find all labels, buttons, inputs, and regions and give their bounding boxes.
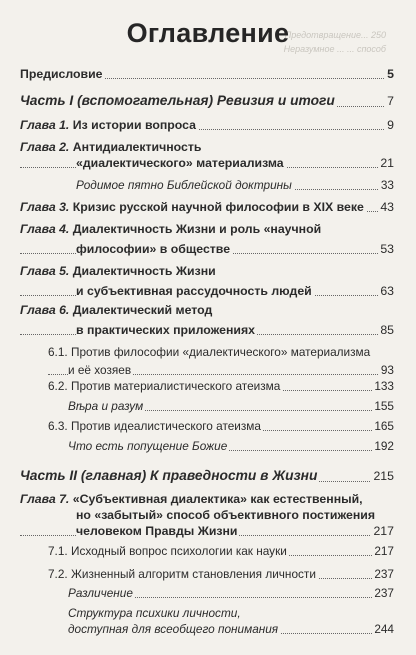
entry-title-cont: «диалектического» материализма (76, 156, 284, 170)
entry-label: 7.1. (48, 544, 68, 558)
toc-entry-subsection[interactable] (68, 438, 394, 454)
page-number: 192 (374, 439, 394, 453)
toc-entry-section-6-3[interactable] (48, 418, 394, 434)
entry-label: 6.2. (48, 379, 68, 393)
entry-title: Исходный вопрос психологии как науки (70, 544, 287, 558)
page-number: 33 (380, 178, 394, 192)
entry-title: Вѣра и разум (68, 399, 144, 413)
toc-entry-subsection[interactable] (68, 398, 394, 414)
entry-label: 6.1. (48, 345, 68, 359)
entry-title-cont: в практических приложениях (76, 323, 256, 337)
page-number: 237 (374, 567, 394, 581)
entry-title: Против материалистического атеизма (70, 379, 281, 393)
page-number: 215 (373, 469, 394, 483)
page-number: 43 (380, 200, 394, 214)
page-number: 237 (374, 586, 394, 600)
page-number: 217 (373, 524, 394, 538)
toc-entry-part-1[interactable] (20, 92, 394, 110)
entry-label: Глава 4. (20, 222, 70, 236)
entry-title: Часть I (вспомогательная) Ревизия и итоги (20, 93, 335, 108)
toc-entry-subsection[interactable] (68, 585, 394, 601)
entry-label: Глава 6. (20, 303, 70, 317)
toc-entry-chapter-4[interactable] (20, 221, 394, 257)
toc-entry-chapter-7[interactable] (20, 491, 394, 539)
entry-title-cont: доступная для всеобщего понимания (68, 622, 279, 636)
toc-entry-section-7-2[interactable] (48, 566, 394, 582)
page-number: 7 (387, 94, 394, 108)
page-number: 165 (374, 419, 394, 433)
entry-label: Глава 3. (20, 200, 70, 214)
toc-entry-section-6-2[interactable] (48, 378, 394, 394)
page-number: 9 (387, 118, 394, 132)
entry-title: Против философии «диалектического» материализма (70, 345, 371, 359)
entry-title: Кризис русской научной философии в XIX веке (72, 200, 364, 214)
entry-label: Глава 1. (20, 118, 70, 132)
entry-title: Часть II (главная) К праведности в Жизни (20, 468, 318, 483)
page-number: 155 (374, 399, 394, 413)
toc-entry-section-6-1[interactable] (48, 344, 394, 378)
entry-title: Что есть попущение Божие (68, 439, 228, 453)
page-number: 85 (380, 323, 394, 337)
toc-entry-chapter-1[interactable] (20, 117, 394, 133)
page-number: 217 (374, 544, 394, 558)
toc-entry-subsection[interactable] (68, 605, 394, 637)
toc-heading: Оглавление (126, 18, 290, 48)
entry-title-cont: но «забытый» способ объективного постижения (76, 508, 376, 522)
page-number: 21 (380, 156, 394, 170)
entry-label: 7.2. (48, 567, 68, 581)
page-number: 5 (387, 67, 394, 81)
entry-label: 6.3. (48, 419, 68, 433)
entry-title-cont: человеком Правды Жизни (76, 524, 238, 538)
page-number: 244 (374, 622, 394, 636)
entry-title: Антидиалектичность (72, 140, 202, 154)
page-number: 63 (380, 284, 394, 298)
entry-title: Диалектичность Жизни и роль «научной (72, 222, 322, 236)
page-number: 53 (380, 242, 394, 256)
entry-title: Против идеалистического атеизма (70, 419, 261, 433)
toc-entry-chapter-5[interactable] (20, 263, 394, 299)
toc-entry-part-2[interactable] (20, 467, 394, 485)
entry-title: Родимое пятно Библейской доктрины (76, 178, 292, 192)
entry-title: Из истории вопроса (72, 118, 196, 132)
entry-title-cont: философии» в обществе (76, 242, 231, 256)
bleed-through-text: Неразумное ... ... способ (283, 44, 386, 54)
entry-title: Диалектичность Жизни (72, 264, 216, 278)
entry-title: «Субъективная диалектика» как естественный, (72, 492, 363, 506)
page-number: 133 (374, 379, 394, 393)
entry-title: Различение (68, 586, 133, 600)
page-number: 93 (380, 363, 394, 377)
entry-title-cont: и субъективная рассудочность людей (76, 284, 312, 298)
toc-entry-preface[interactable] (20, 66, 394, 82)
entry-title: Жизненный алгоритм становления личности (70, 567, 316, 581)
toc-entry-chapter-2[interactable] (20, 139, 394, 171)
bleed-through-text: Предотвращение... 250 (284, 30, 386, 40)
toc-entry-section-7-1[interactable] (48, 543, 394, 559)
toc-entry-chapter-6[interactable] (20, 302, 394, 338)
entry-label: Глава 5. (20, 264, 70, 278)
entry-title-cont: и её хозяев (68, 363, 132, 377)
entry-label: Глава 2. (20, 140, 70, 154)
toc-entry-chapter-3[interactable] (20, 199, 394, 215)
toc-entry-subsection[interactable] (76, 177, 394, 193)
entry-title: Структура психики личности, (68, 606, 241, 620)
entry-title: Диалектический метод (72, 303, 213, 317)
entry-label: Глава 7. (20, 492, 70, 506)
entry-title: Предисловие (20, 67, 103, 81)
